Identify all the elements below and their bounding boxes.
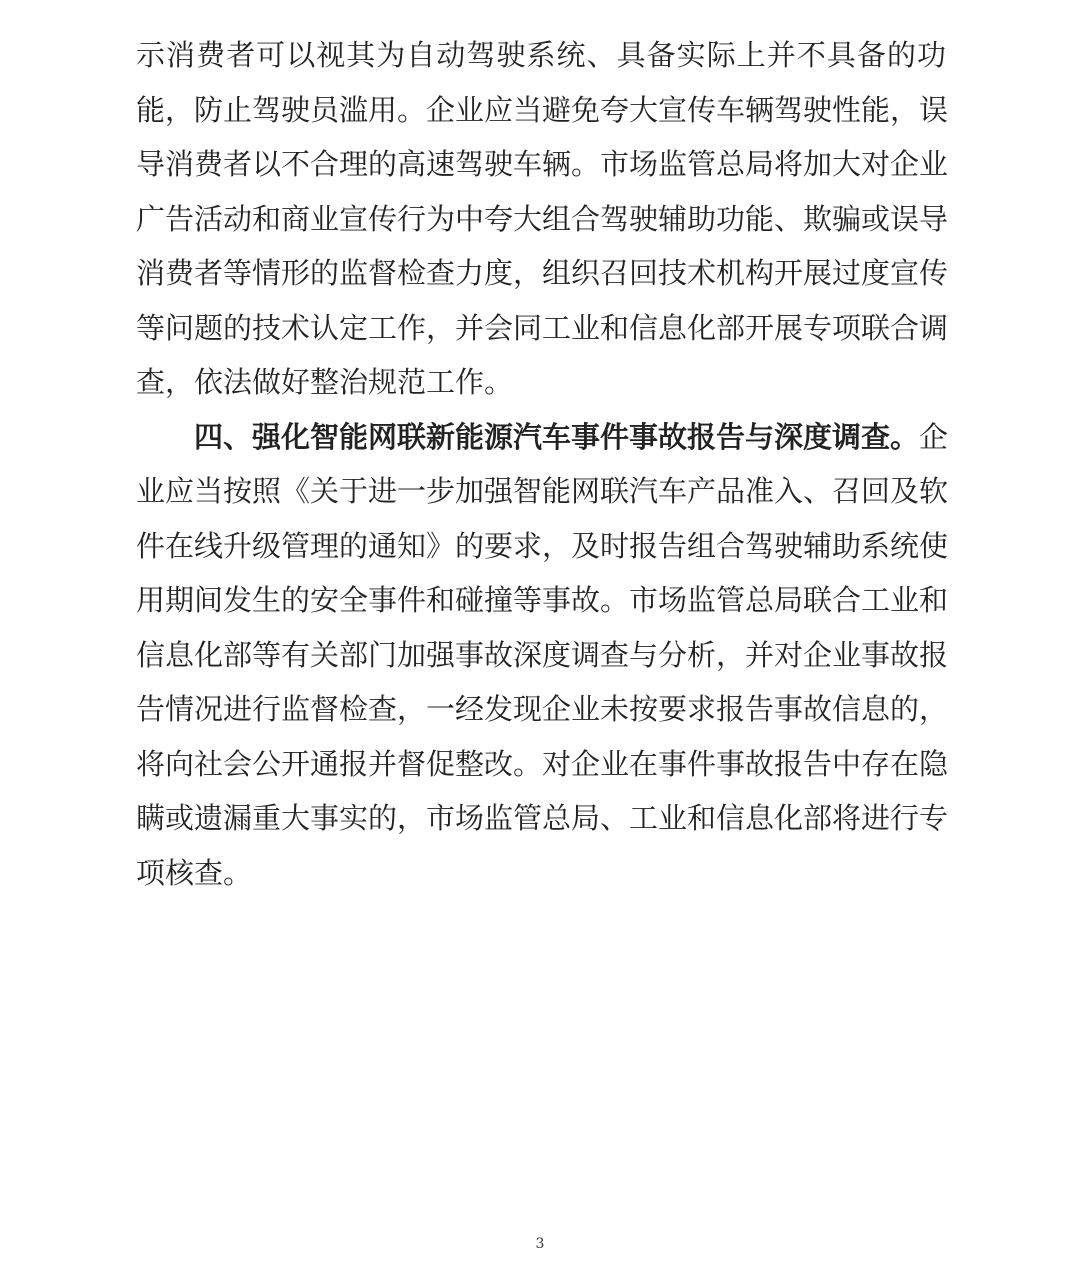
paragraph-1-line-2: 能，防止驾驶员滥用。企业应当避免夸大宣传车辆驾驶性能，误 bbox=[136, 92, 949, 127]
section-heading: 四、强化智能网联新能源汽车事件事故报告与深度调查。 bbox=[194, 419, 920, 454]
paragraph-2-line-8: 瞒或遗漏重大事实的，市场监管总局、工业和信息化部将进行专 bbox=[136, 801, 949, 835]
paragraph-2-line-5: 信息化部等有关部门加强事故深度调查与分析，并对企业事故报 bbox=[136, 637, 949, 672]
paragraph-1-line-1: 示消费者可以视其为自动驾驶系统、具备实际上并不具备的功 bbox=[136, 38, 946, 72]
paragraph-2-line-7: 将向社会公开通报并督促整改。对企业在事件事故报告中存在隐 bbox=[136, 746, 949, 781]
paragraph-2-line-1-rest: 企 bbox=[919, 419, 949, 454]
document-body bbox=[136, 28, 949, 900]
paragraph-2 bbox=[136, 410, 949, 901]
paragraph-2-line-3: 件在线升级管理的通知》的要求，及时报告组合驾驶辅助系统使 bbox=[136, 528, 949, 563]
paragraph-1-line-7: 查，依法做好整治规范工作。 bbox=[136, 365, 514, 399]
paragraph-2-line-2: 业应当按照《关于进一步加强智能网联汽车产品准入、召回及软 bbox=[136, 474, 949, 508]
paragraph-2-line-6: 告情况进行监督检查，一经发现企业未按要求报告事故信息的， bbox=[136, 692, 949, 726]
paragraph-2-line-1 bbox=[136, 410, 949, 465]
paragraph-1 bbox=[136, 28, 949, 410]
paragraph-1-line-5: 消费者等情形的监督检查力度，组织召回技术机构开展过度宣传 bbox=[136, 256, 949, 290]
paragraph-2-line-9: 项核查。 bbox=[136, 855, 253, 890]
paragraph-2-line-4: 用期间发生的安全事件和碰撞等事故。市场监管总局联合工业和 bbox=[136, 583, 949, 617]
page-number: 3 bbox=[535, 1236, 545, 1252]
paragraph-1-line-3: 导消费者以不合理的高速驾驶车辆。市场监管总局将加大对企业 bbox=[136, 147, 949, 181]
paragraph-1-line-6: 等问题的技术认定工作，并会同工业和信息化部开展专项联合调 bbox=[136, 310, 949, 345]
paragraph-1-line-4: 广告活动和商业宣传行为中夸大组合驾驶辅助功能、欺骗或误导 bbox=[136, 201, 949, 236]
